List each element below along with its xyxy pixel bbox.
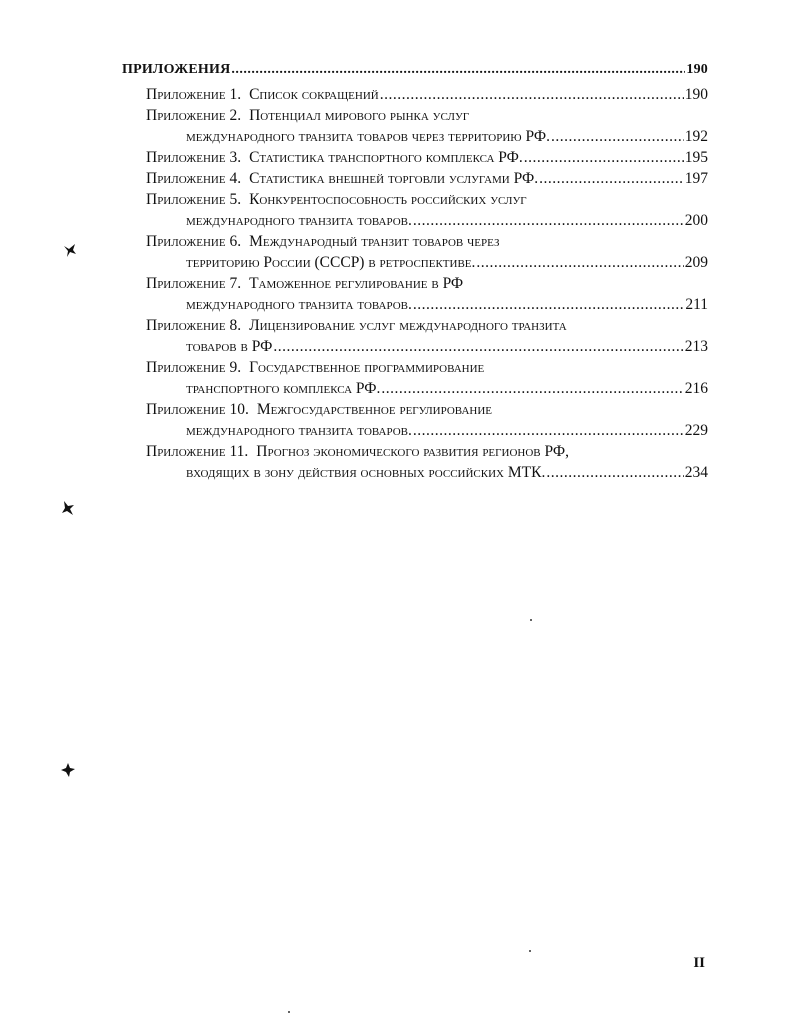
toc-entry-label: Приложение 8. <box>146 317 242 334</box>
toc-entry-title: Прогноз экономического развития регионов РФ, <box>256 443 569 460</box>
toc-entry-page: 197 <box>684 170 708 187</box>
toc-entry <box>146 315 708 357</box>
toc-entry-label: Приложение 6. <box>146 233 242 250</box>
toc-entry-title: Международный транзит товаров через <box>249 233 500 250</box>
toc-entry-label: Приложение 9. <box>146 359 242 376</box>
toc-header-page: 190 <box>686 62 708 77</box>
toc-entry-title: Статистика внешней торговли услугами РФ. <box>249 170 539 187</box>
toc-entry-line <box>146 231 708 252</box>
toc-entry-title: международного транзита товаров. <box>186 212 412 229</box>
toc-entry-line <box>146 462 708 483</box>
toc-entry <box>146 84 708 105</box>
toc-entry-title: Государственное программирование <box>249 359 485 376</box>
toc-entry-title: территорию России (СССР) в ретроспективе. <box>186 254 476 271</box>
toc-entry-line <box>146 252 708 273</box>
toc-entry-line <box>146 378 708 399</box>
toc-entry-title: транспортного комплекса РФ. <box>186 380 381 397</box>
toc-entry-label: Приложение 1. <box>146 86 242 103</box>
leader-dots <box>231 62 685 78</box>
toc-entry-line <box>146 420 708 441</box>
toc-entry <box>146 399 708 441</box>
toc-entry-page: 211 <box>685 296 708 313</box>
scan-mark-icon <box>62 242 78 258</box>
toc-entry-title: товаров в РФ <box>186 338 273 355</box>
toc-entry-page: 209 <box>684 254 708 271</box>
toc-entry-page: 216 <box>684 380 708 397</box>
toc-entry-title: Межгосударственное регулирование <box>256 401 492 418</box>
leader-dots <box>413 420 684 441</box>
scan-speck <box>530 619 532 621</box>
toc-entry-title: входящих в зону действия основных российских МТК. <box>186 464 546 481</box>
toc-entry-line <box>146 273 708 294</box>
toc-entry-title: международного транзита товаров. <box>186 296 412 313</box>
leader-dots <box>413 294 684 315</box>
scan-speck <box>529 950 531 952</box>
toc-entry-line <box>146 105 708 126</box>
toc-entry <box>146 105 708 147</box>
toc-entry-line <box>146 189 708 210</box>
leader-dots <box>273 336 683 357</box>
leader-dots <box>546 462 683 483</box>
toc-entry-title: Лицензирование услуг международного транзита <box>249 317 567 334</box>
toc-entry-page: 234 <box>684 464 708 481</box>
toc-entry-label: Приложение 3. <box>146 149 242 166</box>
toc-entry <box>146 231 708 273</box>
toc-entry-title: Статистика транспортного комплекса РФ. <box>249 149 523 166</box>
scan-mark-icon <box>60 762 76 778</box>
toc-entry-page: 190 <box>684 86 708 103</box>
scan-mark-icon <box>60 500 76 516</box>
toc-entry-line <box>146 147 708 168</box>
toc-entry-page: 192 <box>684 128 708 145</box>
leader-dots <box>380 84 684 105</box>
toc-entry-title: международного транзита товаров через территорию РФ. <box>186 128 550 145</box>
toc-entry-label: Приложение 10. <box>146 401 249 418</box>
toc-entry-line <box>146 210 708 231</box>
toc-header-title: ПРИЛОЖЕНИЯ <box>122 62 231 77</box>
leader-dots <box>413 210 684 231</box>
toc-entry-line <box>146 168 708 189</box>
toc-entry <box>146 441 708 483</box>
toc-entry-title: международного транзита товаров. <box>186 422 412 439</box>
toc-entry-line <box>146 84 708 105</box>
toc-entry <box>146 357 708 399</box>
leader-dots <box>476 252 683 273</box>
toc-entry-line <box>146 315 708 336</box>
toc-entry-line <box>146 357 708 378</box>
toc-entry-line <box>146 294 708 315</box>
toc-entry <box>146 273 708 315</box>
toc-entries <box>122 84 708 483</box>
toc-entry-line <box>146 336 708 357</box>
toc-entry-label: Приложение 11. <box>146 443 249 460</box>
toc-entry-label: Приложение 7. <box>146 275 242 292</box>
toc-entry-line <box>146 441 708 462</box>
toc-entry-page: 213 <box>684 338 708 355</box>
toc-entry <box>146 168 708 189</box>
leader-dots <box>551 126 684 147</box>
toc-entry-page: 195 <box>684 149 708 166</box>
scan-speck <box>288 1011 290 1013</box>
toc-entry-page: 229 <box>684 422 708 439</box>
toc-entry-label: Приложение 4. <box>146 170 242 187</box>
toc-entry <box>146 189 708 231</box>
toc-entry-label: Приложение 5. <box>146 191 242 208</box>
toc-entry-title: Таможенное регулирование в РФ <box>249 275 464 292</box>
toc-entry-title: Потенциал мирового рынка услуг <box>249 107 470 124</box>
leader-dots <box>539 168 684 189</box>
leader-dots <box>381 378 683 399</box>
toc-entry-title: Конкурентоспособность российских услуг <box>249 191 527 208</box>
toc-entry-title: Список сокращений <box>249 86 379 103</box>
toc-entry-label: Приложение 2. <box>146 107 242 124</box>
table-of-contents <box>122 62 708 483</box>
toc-entry-page: 200 <box>684 212 708 229</box>
leader-dots <box>524 147 684 168</box>
toc-entry-line <box>146 399 708 420</box>
toc-header <box>122 62 708 84</box>
toc-entry-line <box>146 126 708 147</box>
page-number: II <box>693 955 705 971</box>
toc-entry <box>146 147 708 168</box>
